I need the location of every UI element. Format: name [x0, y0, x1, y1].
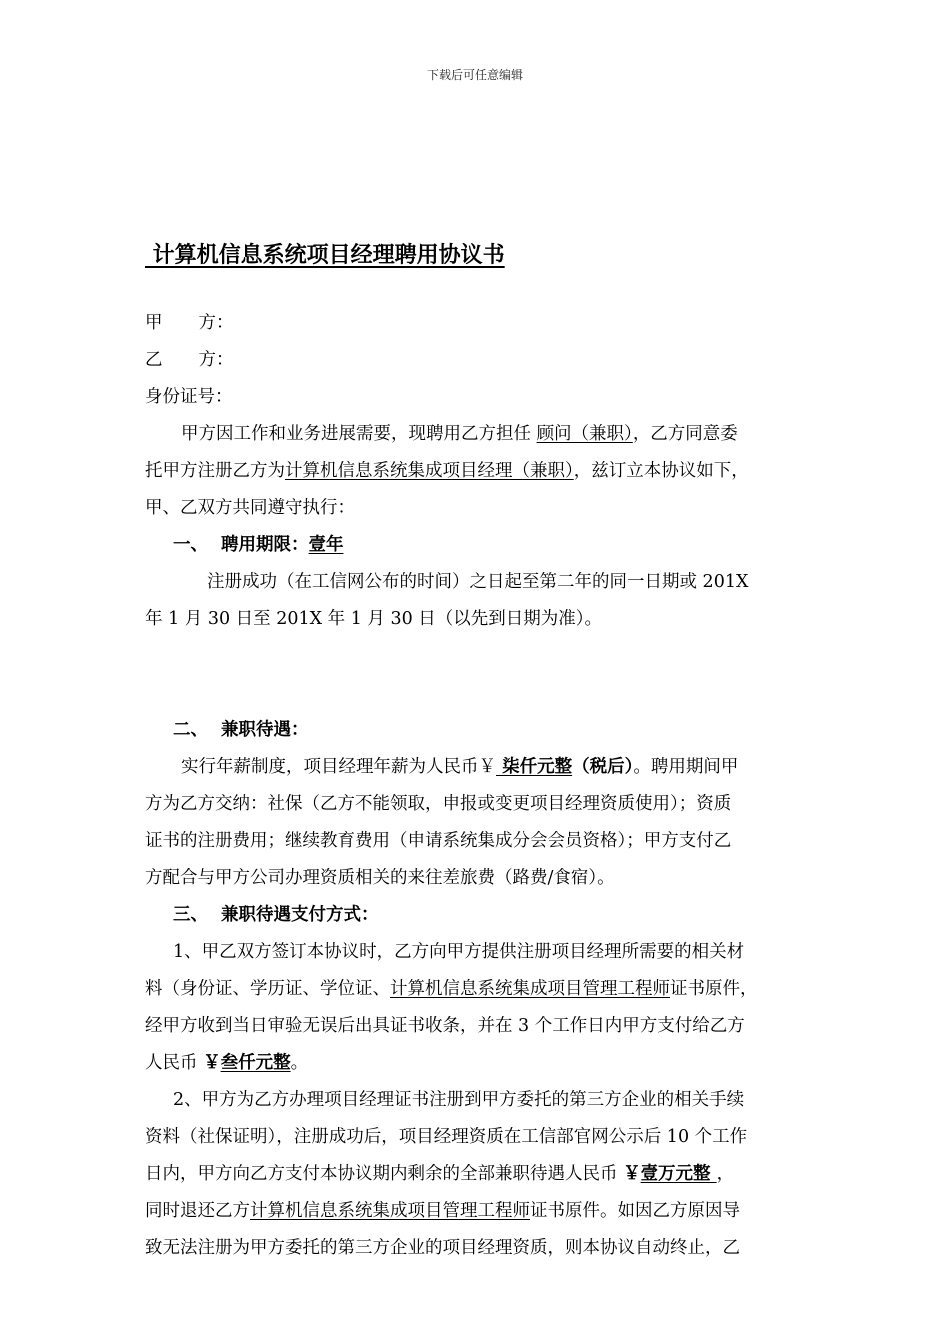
- section-text: 致无法注册为甲方委托的第三方企业的项目经理资质，则本协议自动终止，乙: [145, 1238, 740, 1258]
- section-1-line-2: [145, 601, 807, 638]
- salary-amount: 柒仟元整: [496, 757, 573, 777]
- section-text: 方配合与甲方公司办理资质相关的来往差旅费（路费/食宿）。: [145, 868, 615, 888]
- section-text: ，: [716, 1164, 735, 1184]
- section-text: 证书原件，: [670, 979, 758, 999]
- id-number-line: [145, 379, 807, 416]
- section-3-p2-line-2: [145, 1119, 807, 1156]
- intro-text: ，兹订立本协议如下，: [573, 461, 749, 481]
- section-text: 资料（社保证明），注册成功后，项目经理资质在工信部官网公示后 10 个工作: [145, 1127, 748, 1147]
- section-3-p1-line-1: [145, 934, 807, 971]
- party-b-label-2: 方：: [198, 350, 234, 370]
- section-text: 1、甲乙双方签订本协议时，乙方向甲方提供注册项目经理所需要的相关材: [173, 942, 745, 962]
- section-text: 证书的注册费用；继续教育费用（申请系统集成分会会员资格）；甲方支付乙: [145, 831, 732, 851]
- section-3-p1-line-3: [145, 1008, 807, 1045]
- section-text: 年 1 月 30 日至 201X 年 1 月 30 日（以先到日期为准）。: [145, 609, 603, 629]
- yen-symbol: ￥: [203, 1053, 221, 1073]
- section-3-p2-line-3: [145, 1156, 807, 1193]
- section-text: 同时退还乙方: [145, 1201, 250, 1221]
- position-title: 顾问（兼职）: [536, 424, 633, 444]
- section-text: 注册成功（在工信网公布的时间）之日起至第二年的同一日期或 201X: [207, 572, 749, 592]
- section-text: 经甲方收到当日审验无误后出具证书收条，并在 3 个工作日内甲方支付给乙方: [145, 1016, 745, 1036]
- section-text: 实行年薪制度，项目经理年薪为人民币￥: [181, 757, 496, 777]
- section-label: 聘用期限：: [221, 535, 309, 555]
- section-2-line-4: [145, 860, 807, 897]
- intro-line-2: [145, 453, 807, 490]
- section-number: 二、: [173, 720, 208, 740]
- intro-line-3: [145, 490, 807, 527]
- party-a-line: [145, 305, 807, 342]
- registration-title: 计算机信息系统集成项目经理（兼职）: [285, 461, 574, 481]
- yen-symbol: ￥: [623, 1164, 641, 1184]
- intro-text: 甲方因工作和业务进展需要，现聘用乙方担任: [181, 424, 537, 444]
- intro-text: ，乙方同意委: [632, 424, 738, 444]
- document-body: [145, 305, 807, 1267]
- section-label: 兼职待遇：: [221, 720, 309, 740]
- section-1-line-1: [145, 564, 807, 601]
- section-label: 兼职待遇支付方式：: [221, 905, 379, 925]
- intro-line-1: [145, 416, 807, 453]
- section-text: 方为乙方交纳：社保（乙方不能领取，申报或变更项目经理资质使用）；资质: [145, 794, 732, 814]
- section-2-line-3: [145, 823, 807, 860]
- section-text: 人民币: [145, 1053, 204, 1073]
- remaining-payment-amount: 壹万元整: [640, 1164, 717, 1184]
- section-1-heading: [145, 527, 807, 564]
- section-3-p2-line-5: [145, 1230, 807, 1267]
- section-text: 2、甲方为乙方办理项目经理证书注册到甲方委托的第三方企业的相关手续: [173, 1090, 745, 1110]
- section-3-heading: [145, 897, 807, 934]
- term-value: 壹年: [308, 535, 344, 555]
- blank-space: [145, 638, 807, 712]
- section-number: 一、: [173, 535, 208, 555]
- first-payment-amount: 叁仟元整: [220, 1053, 291, 1073]
- certificate-title: 计算机信息系统集成项目管理工程师: [250, 1201, 530, 1221]
- section-2-line-1: [145, 749, 807, 786]
- section-3-p2-line-1: [145, 1082, 807, 1119]
- section-text: 。: [290, 1053, 309, 1073]
- section-text: 。聘用期间甲: [633, 757, 739, 777]
- section-3-p2-line-4: [145, 1193, 807, 1230]
- intro-text: 托甲方注册乙方为: [145, 461, 285, 481]
- section-3-p1-line-2: [145, 971, 807, 1008]
- section-number: 三、: [173, 905, 208, 925]
- party-a-label-1: 甲: [145, 313, 163, 333]
- section-text: 证书原件。如因乙方原因导: [530, 1201, 740, 1221]
- party-b-line: [145, 342, 807, 379]
- header-note: 下载后可任意编辑: [426, 68, 523, 82]
- tax-note: （税后）: [572, 757, 634, 777]
- party-a-label-2: 方：: [198, 313, 234, 333]
- id-number-label: 身份证号：: [145, 387, 233, 407]
- section-3-p1-line-4: [145, 1045, 807, 1082]
- document-title: 计算机信息系统项目经理聘用协议书: [145, 243, 505, 268]
- intro-text: 甲、乙双方共同遵守执行：: [145, 498, 355, 518]
- section-2-line-2: [145, 786, 807, 823]
- certificate-title: 计算机信息系统集成项目管理工程师: [390, 979, 670, 999]
- section-2-heading: [145, 712, 807, 749]
- party-b-label-1: 乙: [145, 350, 163, 370]
- section-text: 料（身份证、学历证、学位证、: [145, 979, 390, 999]
- section-text: 日内，甲方向乙方支付本协议期内剩余的全部兼职待遇人民币: [145, 1164, 624, 1184]
